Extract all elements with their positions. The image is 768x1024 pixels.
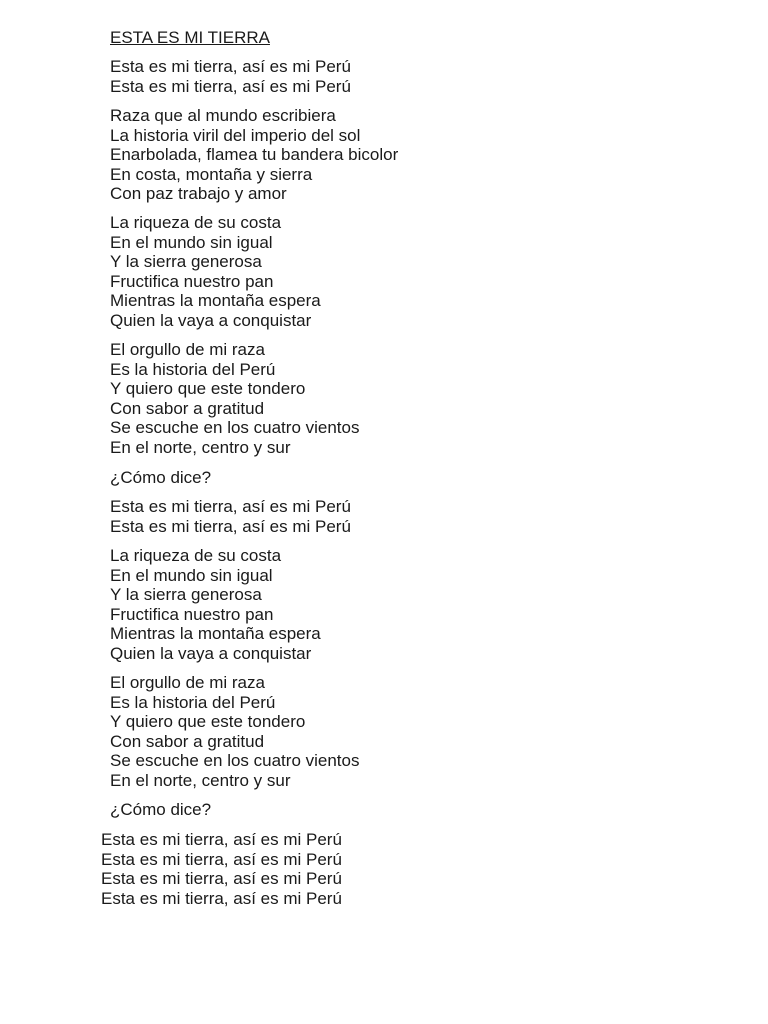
lyric-line: ¿Cómo dice? — [110, 468, 212, 487]
lyric-line: Fructifica nuestro pan — [110, 271, 274, 291]
lyric-line: Mientras la montaña espera — [110, 291, 321, 311]
lyric-line: Mientras la montaña espera — [110, 624, 321, 644]
lyric-line: Quien la vaya a conquistar — [110, 643, 312, 663]
lyric-line: Esta es mi tierra, así es mi Perú — [101, 849, 342, 869]
lyric-line: Esta es mi tierra, así es mi Perú — [110, 76, 351, 96]
lyric-line: En el norte, centro y sur — [110, 437, 291, 457]
lyric-line: En el mundo sin igual — [110, 232, 273, 252]
lyric-line: En el mundo sin igual — [110, 565, 273, 585]
lyric-line: Enarbolada, flamea tu bandera bicolor — [110, 145, 399, 165]
lyric-line: La historia viril del imperio del sol — [110, 125, 361, 145]
lyric-line: La riqueza de su costa — [110, 546, 282, 565]
lyric-line: Esta es mi tierra, así es mi Perú — [110, 516, 351, 536]
lyric-line: En costa, montaña y sierra — [110, 164, 313, 184]
lyric-line: Quien la vaya a conquistar — [110, 310, 312, 330]
lyric-line: Con sabor a gratitud — [110, 731, 265, 751]
lyric-line: Con sabor a gratitud — [110, 398, 265, 418]
lyric-line: Esta es mi tierra, así es mi Perú — [101, 869, 342, 889]
lyric-line: Esta es mi tierra, así es mi Perú — [110, 497, 351, 516]
stanza-verse-1 — [110, 106, 398, 204]
lyric-line: Fructifica nuestro pan — [110, 604, 274, 624]
stanza-verse-2 — [110, 213, 321, 331]
stanza-interjection-1 — [110, 468, 211, 488]
lyric-line: Esta es mi tierra, así es mi Perú — [110, 57, 351, 76]
stanza-verse-5 — [110, 673, 359, 791]
stanza-chorus-2 — [110, 497, 351, 536]
stanza-interjection-2 — [110, 800, 211, 820]
song-title: ESTA ES MI TIERRA — [110, 28, 270, 47]
lyric-line: Y la sierra generosa — [110, 585, 262, 605]
stanza-chorus-final — [101, 830, 342, 908]
lyric-line: Esta es mi tierra, así es mi Perú — [101, 888, 342, 908]
lyric-line: Es la historia del Perú — [110, 692, 276, 712]
stanza-verse-4 — [110, 546, 321, 664]
lyric-line: Y quiero que este tondero — [110, 379, 306, 399]
lyric-line: Y la sierra generosa — [110, 252, 262, 272]
lyric-line: Con paz trabajo y amor — [110, 184, 287, 204]
lyric-line: Esta es mi tierra, así es mi Perú — [101, 830, 342, 849]
lyric-line: Y quiero que este tondero — [110, 712, 306, 732]
lyric-line: ¿Cómo dice? — [110, 800, 212, 819]
lyric-line: El orgullo de mi raza — [110, 673, 265, 692]
stanza-verse-3 — [110, 340, 359, 458]
lyric-line: Raza que al mundo escribiera — [110, 106, 336, 125]
lyric-line: El orgullo de mi raza — [110, 340, 265, 359]
stanza-chorus-1 — [110, 57, 351, 96]
lyric-line: La riqueza de su costa — [110, 213, 282, 232]
lyric-line: Se escuche en los cuatro vientos — [110, 418, 360, 438]
lyric-line: Se escuche en los cuatro vientos — [110, 751, 360, 771]
lyric-line: Es la historia del Perú — [110, 359, 276, 379]
lyric-line: En el norte, centro y sur — [110, 770, 291, 790]
